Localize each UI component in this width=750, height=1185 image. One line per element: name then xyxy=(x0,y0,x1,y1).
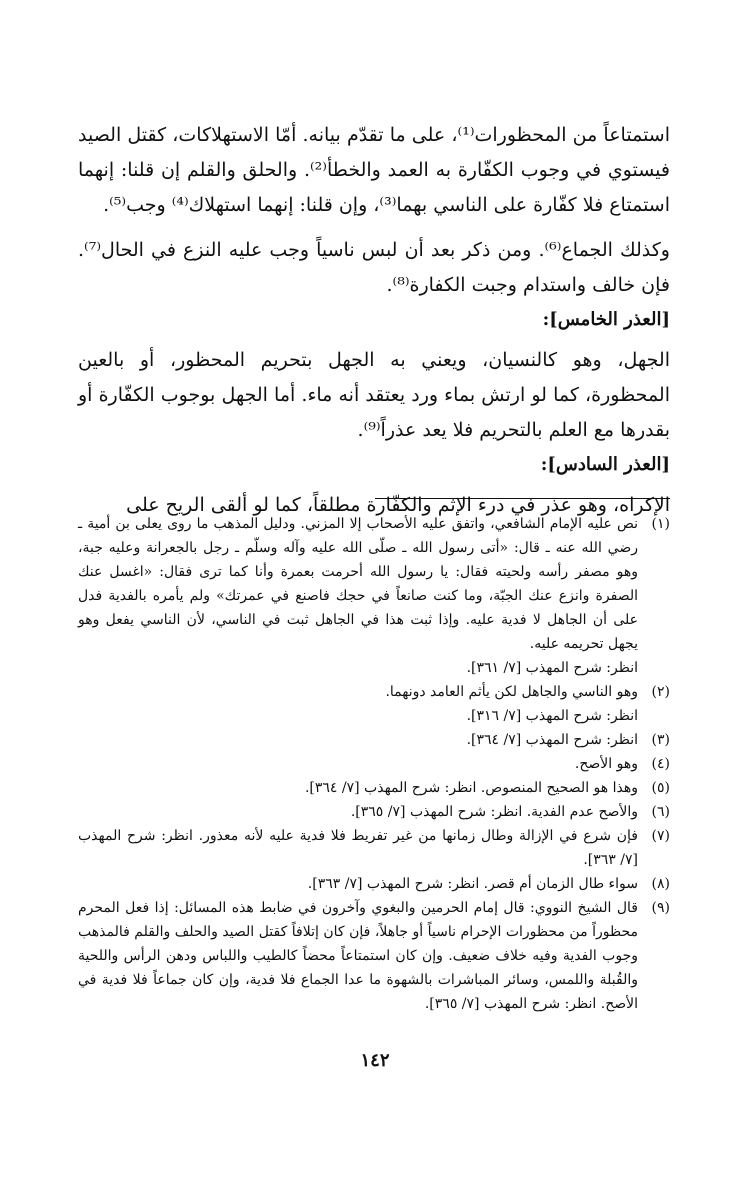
footnote-text: قال الشيخ النووي: قال إمام الحرمين والبغوي وآخرون في ضابط هذه المسائل: إذا فعل المحرم محظوراً من محظورات الإحرام ناسياً أو جاهلاً، فإن كان إتلافاً كقتل الصيد والحلف والقلم فالمذهب وجوب الفدية وفيه خلاف ضعيف. وإن كان استمتاعاً محضاً كالطيب واللباس ودهن الرأس واللحية والقُبلة واللمس، وسائر المباشرات بالشهوة ما عدا الجماع فلا فدية، وإن كان جماعاً فلا فدية في الأصح. انظر: شرح المهذب [٧/ ٣٦٥]. xyxy=(78,900,638,1012)
footnote-number: (٤) xyxy=(651,756,670,772)
footnote-item xyxy=(78,512,670,680)
paragraph-4: الإكراه، وهو عذر في درء الإثم والكفّارة مطلقاً، كما لو ألقى الريح على xyxy=(126,494,670,516)
footnote-body xyxy=(78,824,638,872)
heading-fifth-excuse: [العذر الخامس]: xyxy=(542,309,670,330)
footnote-text: انظر: شرح المهذب [٧/ ٣٦٤]. xyxy=(466,732,638,748)
footnote-number: (٨) xyxy=(651,876,670,892)
footnote-number: (١) xyxy=(651,516,670,532)
footnote-body xyxy=(78,776,638,800)
footnote-item xyxy=(78,752,670,776)
footnote-number: (٧) xyxy=(651,828,670,844)
footnote-item xyxy=(78,800,670,824)
footnote-item xyxy=(78,896,670,1016)
footnote-body xyxy=(78,872,638,896)
footnote-text: وهو الناسي والجاهل لكن يأثم العامد دونهما. xyxy=(385,684,638,700)
footnote-body xyxy=(78,896,638,1016)
footnote-body xyxy=(78,752,638,776)
footnote-text: فإن شرع في الإزالة وطال زمانها من غير تفريط فلا فدية عليه لأنه معذور. انظر: شرح المهذب [٧/ ٣٦٣]. xyxy=(78,828,638,868)
footnote-body xyxy=(78,680,638,728)
paragraph-2: وكذلك الجماع⁽⁶⁾. ومن ذكر بعد أن لبس ناسياً وجب عليه النزع في الحال⁽⁷⁾. فإن خالف واستدام وجبت الكفارة⁽⁸⁾. xyxy=(78,239,670,296)
page-number: ١٤٢ xyxy=(360,1050,390,1071)
footnote-item xyxy=(78,680,670,728)
footnote-text: وهذا هو الصحيح المنصوص. انظر: شرح المهذب [٧/ ٣٦٤]. xyxy=(304,780,638,796)
footnote-divider xyxy=(375,498,670,499)
footnote-body xyxy=(78,512,638,680)
paragraph-3: الجهل، وهو كالنسيان، ويعني به الجهل بتحريم المحظور، أو بالعين المحظورة، كما لو ارتش بماء ورد يعتقد أنه ماء. أما الجهل بوجوب الكفّارة أو بقدرها مع العلم بالتحريم فلا يعد عذراً⁽⁹⁾. xyxy=(78,349,670,441)
footnote-number: (٦) xyxy=(651,804,670,820)
paragraph-1: استمتاعاً من المحظورات⁽¹⁾، على ما تقدّم بيانه. أمّا الاستهلاكات، كقتل الصيد فيستوي في وجوب الكفّارة به العمد والخطأ⁽²⁾. والحلق والقلم إن قلنا: إنهما استمتاع فلا كفّارة على الناسي بهما⁽³⁾، وإن قلنا: إنهما استهلاك⁽⁴⁾ وجب⁽⁵⁾. xyxy=(78,124,670,216)
footnote-body xyxy=(78,728,638,752)
footnote-item xyxy=(78,824,670,872)
footnote-number: (٣) xyxy=(651,732,670,748)
footnote-number: (٥) xyxy=(651,780,670,796)
footnote-text: سواء طال الزمان أم قصر. انظر: شرح المهذب [٧/ ٣٦٣]. xyxy=(307,876,638,892)
footnote-number: (٢) xyxy=(651,684,670,700)
footnote-text: وهو الأصح. xyxy=(574,756,638,772)
main-text xyxy=(78,118,670,523)
footnote-reference: انظر: شرح المهذب [٧/ ٣١٦]. xyxy=(466,708,638,724)
footnote-number: (٩) xyxy=(651,900,670,916)
footnote-body xyxy=(78,800,638,824)
footnote-text: والأصح عدم الفدية. انظر: شرح المهذب [٧/ ٣٦٥]. xyxy=(350,804,638,820)
footnote-item xyxy=(78,728,670,752)
footnotes xyxy=(78,512,670,1016)
footnote-item xyxy=(78,776,670,800)
heading-sixth-excuse: [العذر السادس]: xyxy=(540,454,670,475)
footnote-reference: انظر: شرح المهذب [٧/ ٣٦١]. xyxy=(466,660,638,676)
footnote-item xyxy=(78,872,670,896)
footnote-text: نص عليه الإمام الشافعي، واتفق عليه الأصحاب إلا المزني. ودليل المذهب ما روى يعلى بن أمية ـ رضي الله عنه ـ قال: «أتى رسول الله ـ صلّى الله عليه وآله وسلّم ـ رجل بالجعرانة وعليه جبة، وهو مصفر رأسه ولحيته فقال: يا رسول الله أحرمت بعمرة وأنا كما ترى فقال: «اغسل عنك الصفرة وانزع عنك الجبّة، وما كنت صانعاً في حجك فاصنع في عمرتك» ولم يأمره بالفدية فدل على أن الجاهل لا فدية عليه. وإذا ثبت هذا في الجاهل ثبت في الناسي، لأن الناسي يفعل وهو يجهل تحريمه عليه. xyxy=(78,516,638,652)
